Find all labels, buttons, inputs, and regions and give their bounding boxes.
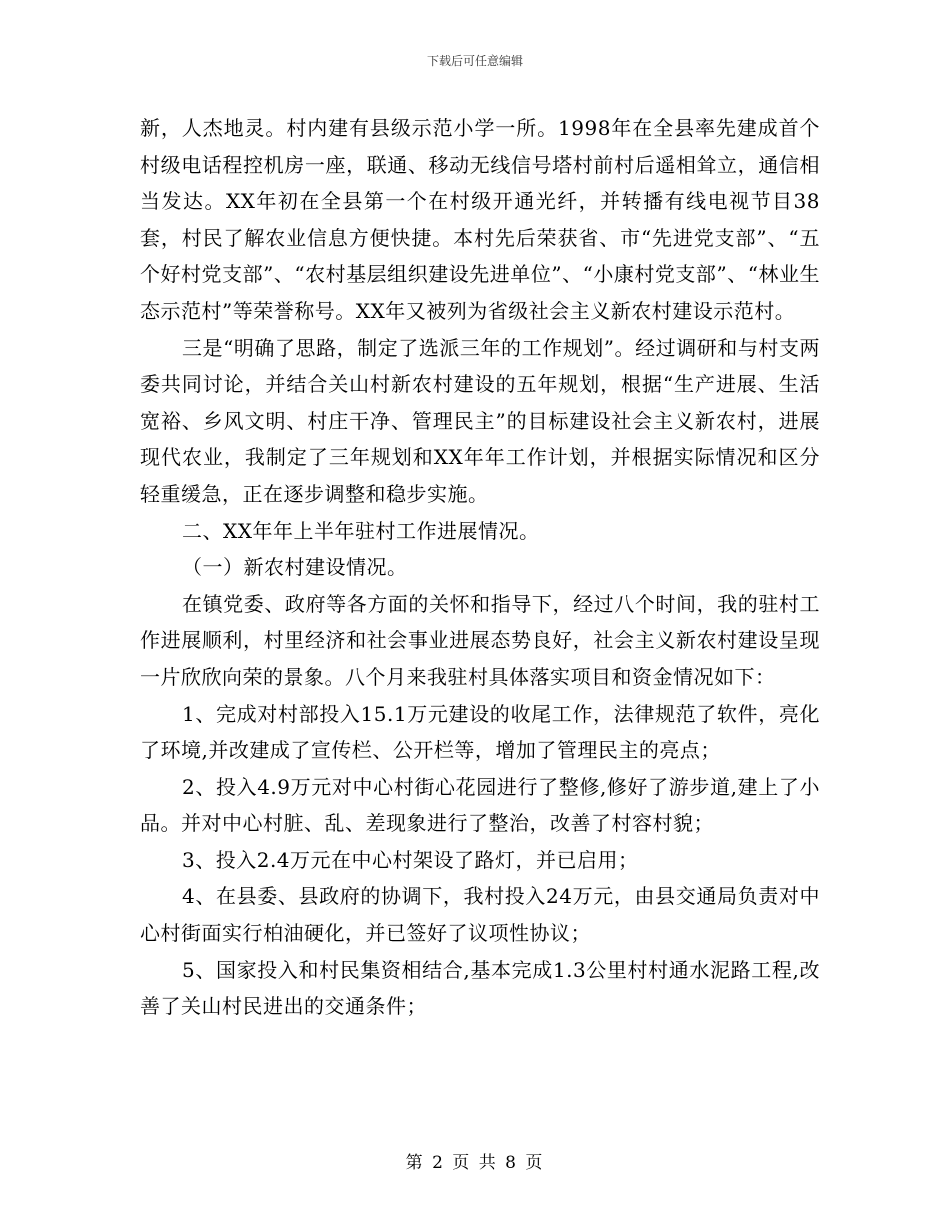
list-item: 4、在县委、县政府的协调下，我村投入24万元，由县交通局负责对中心村街面实行柏油硬化，并已签好了议项性协议； bbox=[140, 884, 820, 946]
subsection-heading: （一）新农村建设情况。 bbox=[182, 555, 408, 580]
document-body bbox=[140, 110, 820, 1025]
paragraph: 在镇党委、政府等各方面的关怀和指导下，经过八个时间，我的驻村工作进展顺利，村里经济和社会事业进展态势良好，社会主义新农村建设呈现一片欣欣向荣的景象。八个月来我驻村具体落实项目和资金情况如下： bbox=[140, 591, 820, 689]
list-item: 2、投入4.9万元对中心村街心花园进行了整修,修好了游步道,建上了小品。并对中心村脏、乱、差现象进行了整治，改善了村容村貌； bbox=[140, 774, 820, 836]
paragraph: 三是“明确了思路，制定了选派三年的工作规划”。经过调研和与村支两委共同讨论，并结合关山村新农村建设的五年规划，根据“生产进展、生活宽裕、乡风文明、村庄干净、管理民主”的目标建设社会主义新农村，进展现代农业，我制定了三年规划和XX年年工作计划，并根据实际情况和区分轻重缓急，正在逐步调整和稳步实施。 bbox=[140, 335, 820, 506]
list-item: 5、国家投入和村民集资相结合,基本完成1.3公里村村通水泥路工程,改善了关山村民进出的交通条件； bbox=[140, 957, 820, 1019]
page-footer: 第 2 页 共 8 页 bbox=[405, 1153, 545, 1173]
paragraph: 新，人杰地灵。村内建有县级示范小学一所。1998年在全县率先建成首个村级电话程控机房一座，联通、移动无线信号塔村前村后遥相耸立，通信相当发达。XX年初在全县第一个在村级开通光纤，并转播有线电视节目38套，村民了解农业信息方便快捷。本村先后荣获省、市“先进党支部”、“五个好村党支部”、“农村基层组织建设先进单位”、“小康村党支部”、“林业生态示范村”等荣誉称号。XX年又被列为省级社会主义新农村建设示范村。 bbox=[140, 116, 820, 323]
section-heading: 二、XX年年上半年驻村工作进展情况。 bbox=[182, 518, 540, 543]
list-item: 3、投入2.4万元在中心村架设了路灯，并已启用； bbox=[182, 847, 639, 872]
page-header: 下载后可任意编辑 bbox=[426, 54, 523, 68]
list-item: 1、完成对村部投入15.1万元建设的收尾工作，法律规范了软件，亮化了环境,并改建成了宣传栏、公开栏等，增加了管理民主的亮点； bbox=[140, 701, 820, 763]
